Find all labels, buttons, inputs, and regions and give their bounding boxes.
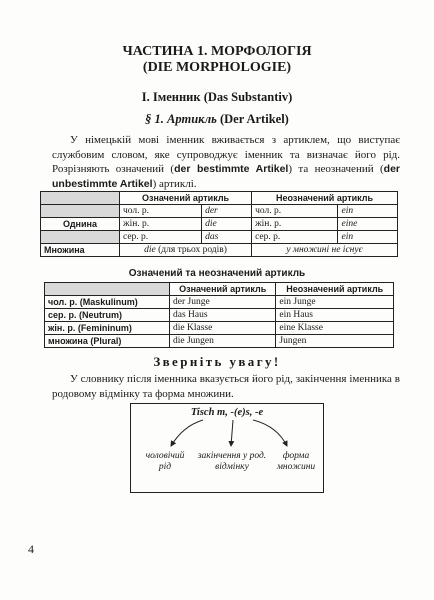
attention-paragraph: У словнику після іменника вказується його рід, закінчення іменника в родовому відмінку та форма множини. xyxy=(52,373,400,400)
articles-examples-table: Означений артикль Неозначений артикль чол. р. (Maskulinum) der Junge ein Junge сер. р. (Neutrum) das Haus ein Haus жін. р. (Femininum) die Klasse eine Klasse множина (Plural) die Jungen Jungen xyxy=(44,282,394,348)
table-row: чол. р. der чол. р. ein xyxy=(41,205,398,218)
table-row: жін. р. (Femininum) die Klasse eine Klasse xyxy=(45,322,394,335)
page-number: 4 xyxy=(28,542,34,556)
arrow-middle xyxy=(231,420,233,446)
table-row: сер. р. (Neutrum) das Haus ein Haus xyxy=(45,309,394,322)
diagram-arrows xyxy=(131,404,323,492)
chapter-title: ЧАСТИНА 1. МОРФОЛОГІЯ (DIE MORPHOLOGIE) xyxy=(122,44,312,75)
arrow-right xyxy=(253,420,287,446)
table2-title: Означений та неозначений артикль xyxy=(128,268,306,279)
table-row: множина (Plural) die Jungen Jungen xyxy=(45,335,394,348)
articles-table: Означений артикль Неозначений артикль чол. р. der чол. р. ein Однина жін. р. die жін. р. eine сер. р. das сер. р. ein Множина die (для трьох родів) у множині не існує xyxy=(40,191,398,257)
label-gender: чоловічий рід xyxy=(145,451,185,472)
arrow-left xyxy=(171,420,203,446)
table-row: сер. р. das сер. р. ein xyxy=(41,231,398,244)
subsection-title: § 1. Артикль (Der Artikel) xyxy=(145,112,289,126)
label-plural-form: форма множини xyxy=(276,451,316,472)
attention-heading: Зверніть увагу! xyxy=(153,354,281,369)
diagram-entry: Tisch m, -(e)s, -e xyxy=(190,407,264,418)
table-row: чол. р. (Maskulinum) der Junge ein Junge xyxy=(45,296,394,309)
table-row: Однина жін. р. die жін. р. eine xyxy=(41,218,398,231)
intro-paragraph: У німецькій мові іменник вживається з артиклем, що виступає службовим словом, яке супроводжує іменник та визначає його рід. Розрізняють означений (der bestimmte Artikel) та неозначений (der unbestimmte Artikel) артиклі. xyxy=(52,134,400,190)
dictionary-entry-diagram xyxy=(130,403,324,493)
section-title: I. Іменник (Das Substantiv) xyxy=(141,90,293,104)
table-row: Множина die (для трьох родів) у множині не існує xyxy=(41,244,398,257)
label-genitive-ending: закінчення у род. відмінку xyxy=(197,451,267,472)
